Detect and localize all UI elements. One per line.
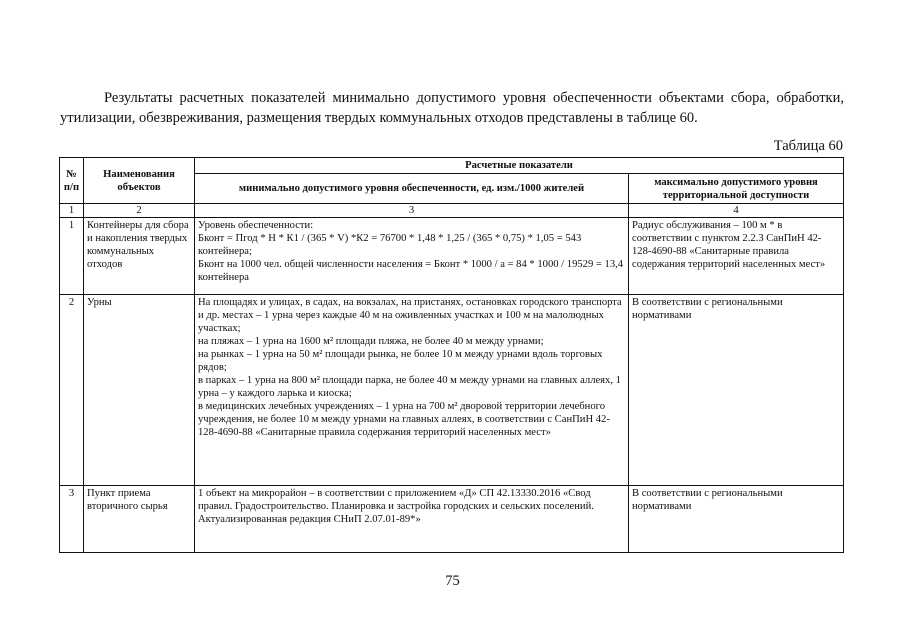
header-group: Расчетные показатели [195,158,844,174]
column-number: 1 [60,204,84,218]
min-line: На площадях и улицах, в садах, на вокзалах, на пристанях, остановках городского транспорта и др. местах – 1 урна через каждые 40 м на оживленных участках и 100 м на малолюдных участках; [198,297,622,334]
min-line: в парках – 1 урна на 800 м² площади парка, не более 40 м между урнами на главных аллеях, 1 урна – у каждого ларька и киоска; [198,375,621,399]
header-min-level: минимально допустимого уровня обеспеченности, ед. изм./1000 жителей [195,174,629,204]
header-name: Наименования объектов [84,158,195,204]
row-max-level: Радиус обслуживания – 100 м * в соответствии с пунктом 2.2.3 СанПиН 42-128-4690-88 «Санитарные правила содержания территорий населенных мест» [629,218,844,295]
row-num: 2 [60,295,84,486]
table-row [60,486,844,553]
row-name: Пункт приема вторичного сырья [84,486,195,553]
min-line: Бконт на 1000 чел. общей численности населения = Бконт * 1000 / а = 84 * 1000 / 19529 = 13,4 контейнера [198,259,624,283]
min-line: на пляжах – 1 урна на 1600 м² площади пляжа, не более 40 м между урнами; [198,336,544,347]
table-caption: Таблица 60 [773,138,843,154]
row-min-level [195,218,629,295]
row-min-level [195,486,629,553]
table-60 [59,157,844,553]
min-line: в медицинских лечебных учреждениях – 1 урна на 700 м² дворовой территории лечебного учреждения, не более 10 м между урнами на главных аллеях, в соответствии с СанПиН 42-128-4690-88 «Санитарные правила содержания территорий населенных мест» [198,401,610,438]
row-min-level [195,295,629,486]
page-number: 75 [445,573,460,589]
min-line: на рынках – 1 урна на 50 м² площади рынка, не более 10 м между урнами вдоль торговых рядов; [198,349,603,373]
column-number: 3 [195,204,629,218]
table-row [60,218,844,295]
column-number-row [60,204,844,218]
row-num: 3 [60,486,84,553]
row-name: Урны [84,295,195,486]
row-max-level: В соответствии с региональными нормативами [629,295,844,486]
row-num: 1 [60,218,84,295]
header-max-level: максимально допустимого уровня территориальной доступности [629,174,844,204]
min-line: 1 объект на микрорайон – в соответствии с приложением «Д» СП 42.13330.2016 «Свод правил. Градостроительство. Планировка и застройка городских и сельских поселений. Актуализированная редакция СНиП 2.07.01-89*» [198,488,594,525]
row-max-level: В соответствии с региональными нормативами [629,486,844,553]
row-name: Контейнеры для сбора и накопления твердых коммунальных отходов [84,218,195,295]
intro-paragraph: Результаты расчетных показателей минимально допустимого уровня обеспеченности объектами сбора, обработки, утилизации, обезвреживания, размещения твердых коммунальных отходов представлены в таблице 60. [60,90,844,126]
header-num: № п/п [60,158,84,204]
column-number: 2 [84,204,195,218]
min-line: Уровень обеспеченности: [198,220,314,231]
min-line: Бконт = Пгод * Н * К1 / (365 * V) *К2 = 76700 * 1,48 * 1,25 / (365 * 0,75) * 1,05 = 543 контейнера; [198,233,582,257]
table-row [60,295,844,486]
column-number: 4 [629,204,844,218]
